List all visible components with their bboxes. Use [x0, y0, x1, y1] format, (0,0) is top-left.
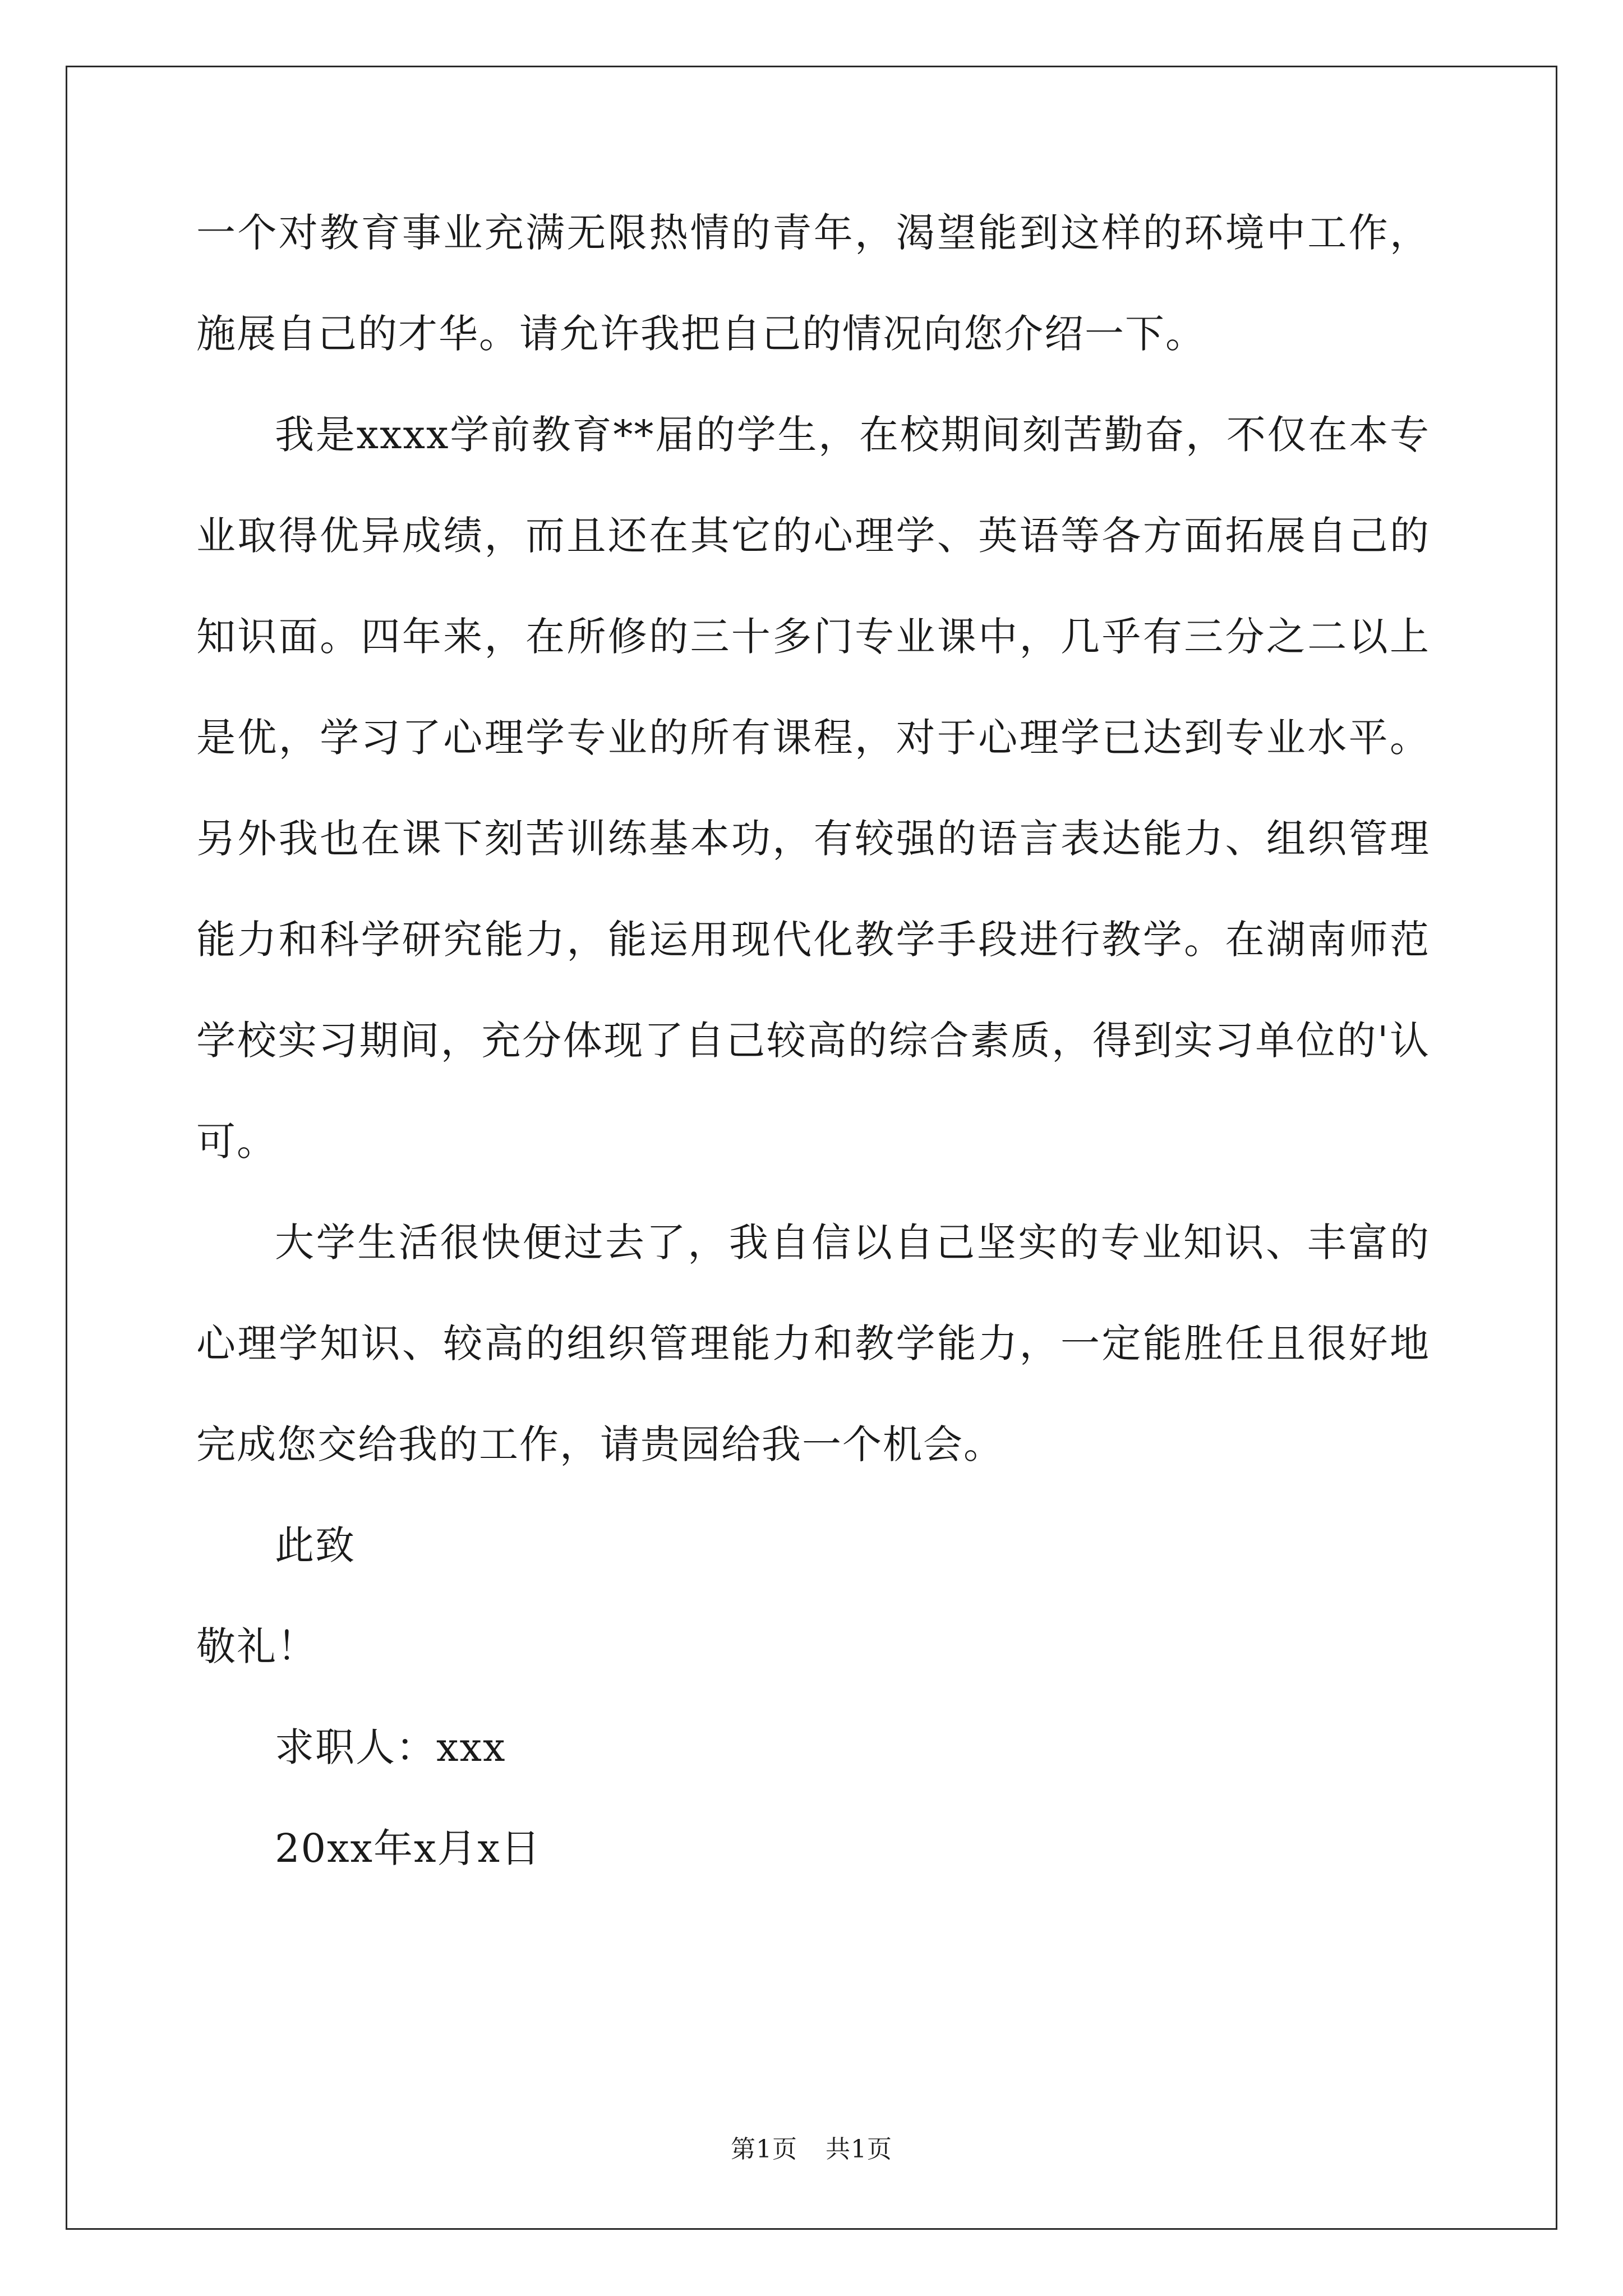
- page-number: 第1页: [731, 2135, 797, 2164]
- signature-applicant: 求职人：xxx: [275, 1724, 506, 1770]
- paragraph-intro: 一个对教育事业充满无限热情的青年，渴望能到这样的环境中工作，施展自己的才华。请允许我把自己的情况向您介绍一下。: [196, 210, 1430, 357]
- signature-date: 20xx年x月x日: [275, 1825, 541, 1871]
- paragraph-closing: 大学生活很快便过去了，我自信以自己坚实的专业知识、丰富的心理学知识、较高的组织管理能力和教学能力，一定能胜任且很好地完成您交给我的工作，请贵园给我一个机会。: [196, 1220, 1430, 1467]
- page-footer: [0, 2129, 1623, 2165]
- salutation-zhizhi: 此致: [275, 1522, 356, 1568]
- paragraph-background: 我是xxxx学前教育**届的学生，在校期间刻苦勤奋，不仅在本专业取得优异成绩，而且还在其它的心理学、英语等各方面拓展自己的知识面。四年来，在所修的三十多门专业课中，几乎有三分之二以上是优，学习了心理学专业的所有课程，对于心理学已达到专业水平。另外我也在课下刻苦训练基本功，有较强的语言表达能力、组织管理能力和科学研究能力，能运用现代化教学手段进行教学。在湖南师范学校实习期间，充分体现了自己较高的综合素质，得到实习单位的'认可。: [196, 412, 1430, 1165]
- salutation-jingli: 敬礼！: [196, 1623, 317, 1669]
- page-total: 共1页: [826, 2135, 892, 2164]
- document-body: [196, 182, 1430, 1899]
